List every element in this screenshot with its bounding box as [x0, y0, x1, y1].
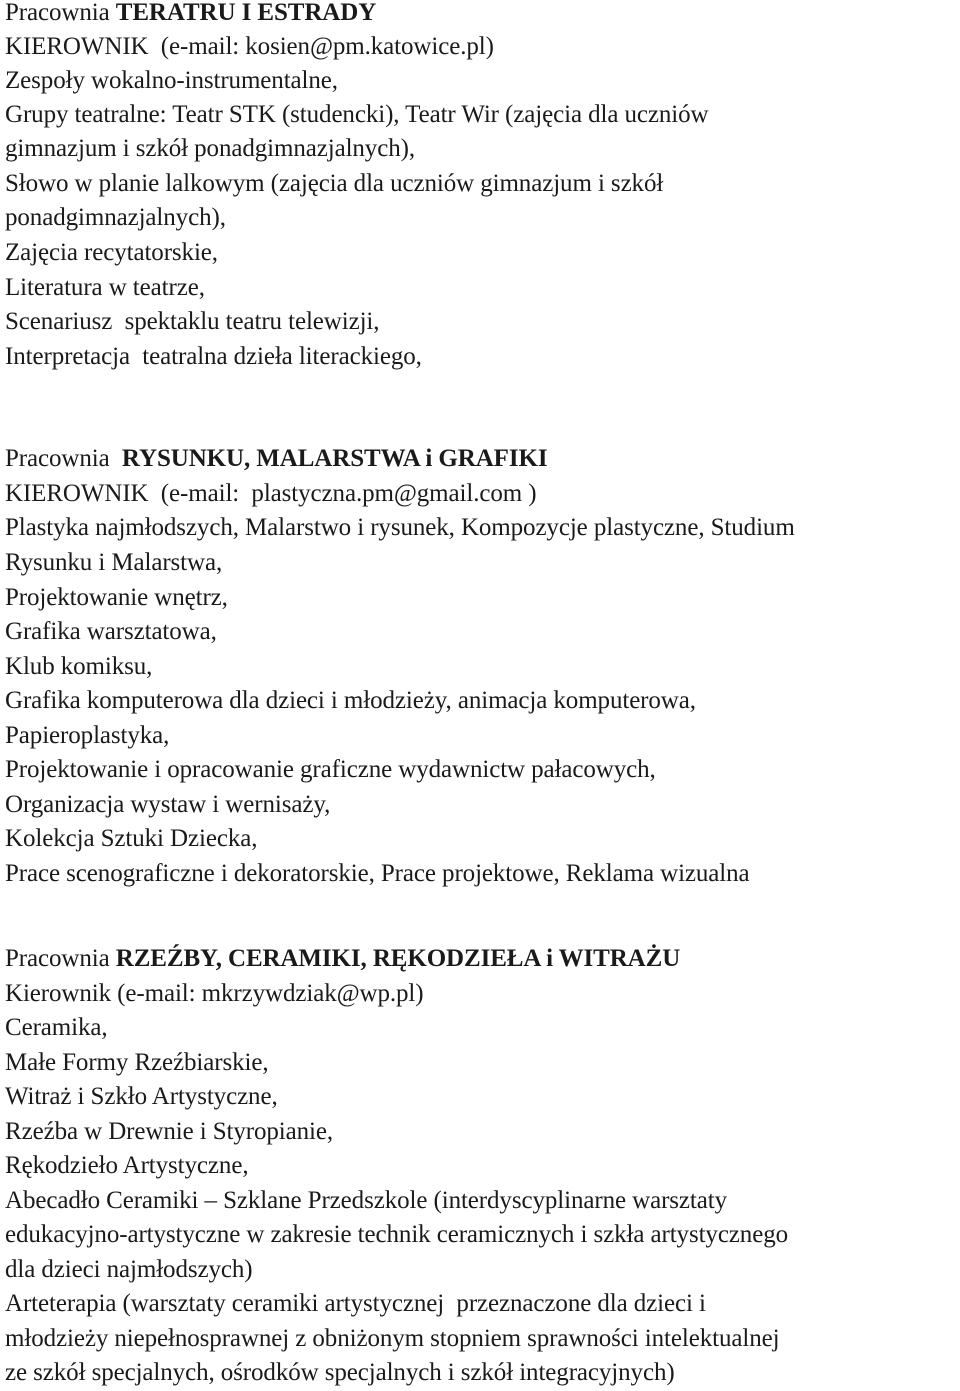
list-item: Rzeźba w Drewnie i Styropianie,	[5, 1118, 334, 1145]
section-title: TERATRU I ESTRADY	[115, 0, 377, 26]
list-item: Interpretacja teatralna dzieła literackiego,	[5, 343, 422, 370]
list-item: edukacyjno-artystyczne w zakresie technik ceramicznych i szkła artystycznego	[5, 1221, 789, 1248]
list-item: Plastyka najmłodszych, Malarstwo i rysunek, Kompozycje plastyczne, Studium	[5, 514, 795, 541]
list-item: Abecadło Ceramiki – Szklane Przedszkole (interdyscyplinarne warsztaty	[5, 1187, 728, 1214]
list-item: Organizacja wystaw i wernisaży,	[5, 791, 331, 818]
list-item: ze szkół specjalnych, ośrodków specjalnych i szkół integracyjnych)	[5, 1359, 675, 1386]
section-heading	[5, 442, 547, 476]
section-prefix: Pracownia	[5, 945, 116, 972]
section-manager: KIEROWNIK (e-mail: plastyczna.pm@gmail.com )	[5, 480, 537, 507]
list-item: Papieroplastyka,	[5, 722, 170, 749]
section-prefix: Pracownia	[5, 445, 122, 472]
list-item: gimnazjum i szkół ponadgimnazjalnych),	[5, 135, 415, 162]
list-item: Arteterapia (warsztaty ceramiki artystycznej przeznaczone dla dzieci i	[5, 1290, 706, 1317]
list-item: Zespoły wokalno-instrumentalne,	[5, 67, 338, 94]
list-item: Grafika komputerowa dla dzieci i młodzieży, animacja komputerowa,	[5, 687, 696, 714]
list-item: Rękodzieło Artystyczne,	[5, 1152, 249, 1179]
list-item: Rysunku i Malarstwa,	[5, 549, 223, 576]
section-heading	[5, 0, 376, 30]
section-title: RZEŹBY, CERAMIKI, RĘKODZIEŁA i WITRAŻU	[115, 945, 681, 972]
list-item: Scenariusz spektaklu teatru telewizji,	[5, 308, 380, 335]
section-manager: Kierownik (e-mail: mkrzywdziak@wp.pl)	[5, 980, 424, 1007]
list-item: Kolekcja Sztuki Dziecka,	[5, 825, 258, 852]
list-item: Grafika warsztatowa,	[5, 618, 217, 645]
list-item: młodzieży niepełnosprawnej z obniżonym stopniem sprawności intelektualnej	[5, 1325, 780, 1352]
list-item: Zajęcia recytatorskie,	[5, 239, 218, 266]
section-manager: KIEROWNIK (e-mail: kosien@pm.katowice.pl)	[5, 33, 494, 60]
list-item: Literatura w teatrze,	[5, 274, 205, 301]
list-item: Grupy teatralne: Teatr STK (studencki), Teatr Wir (zajęcia dla uczniów	[5, 101, 709, 128]
list-item: Małe Formy Rzeźbiarskie,	[5, 1049, 269, 1076]
list-item: Projektowanie wnętrz,	[5, 584, 228, 611]
list-item: ponadgimnazjalnych),	[5, 204, 226, 231]
list-item: Klub komiksu,	[5, 653, 153, 680]
list-item: Witraż i Szkło Artystyczne,	[5, 1083, 278, 1110]
section-title: RYSUNKU, MALARSTWA i GRAFIKI	[121, 445, 548, 472]
section-heading	[5, 942, 680, 976]
list-item: dla dzieci najmłodszych)	[5, 1256, 253, 1283]
list-item: Ceramika,	[5, 1014, 108, 1041]
section-prefix: Pracownia	[5, 0, 116, 26]
list-item: Słowo w planie lalkowym (zajęcia dla uczniów gimnazjum i szkół	[5, 170, 664, 197]
list-item: Prace scenograficzne i dekoratorskie, Prace projektowe, Reklama wizualna	[5, 860, 750, 887]
list-item: Projektowanie i opracowanie graficzne wydawnictw pałacowych,	[5, 756, 656, 783]
